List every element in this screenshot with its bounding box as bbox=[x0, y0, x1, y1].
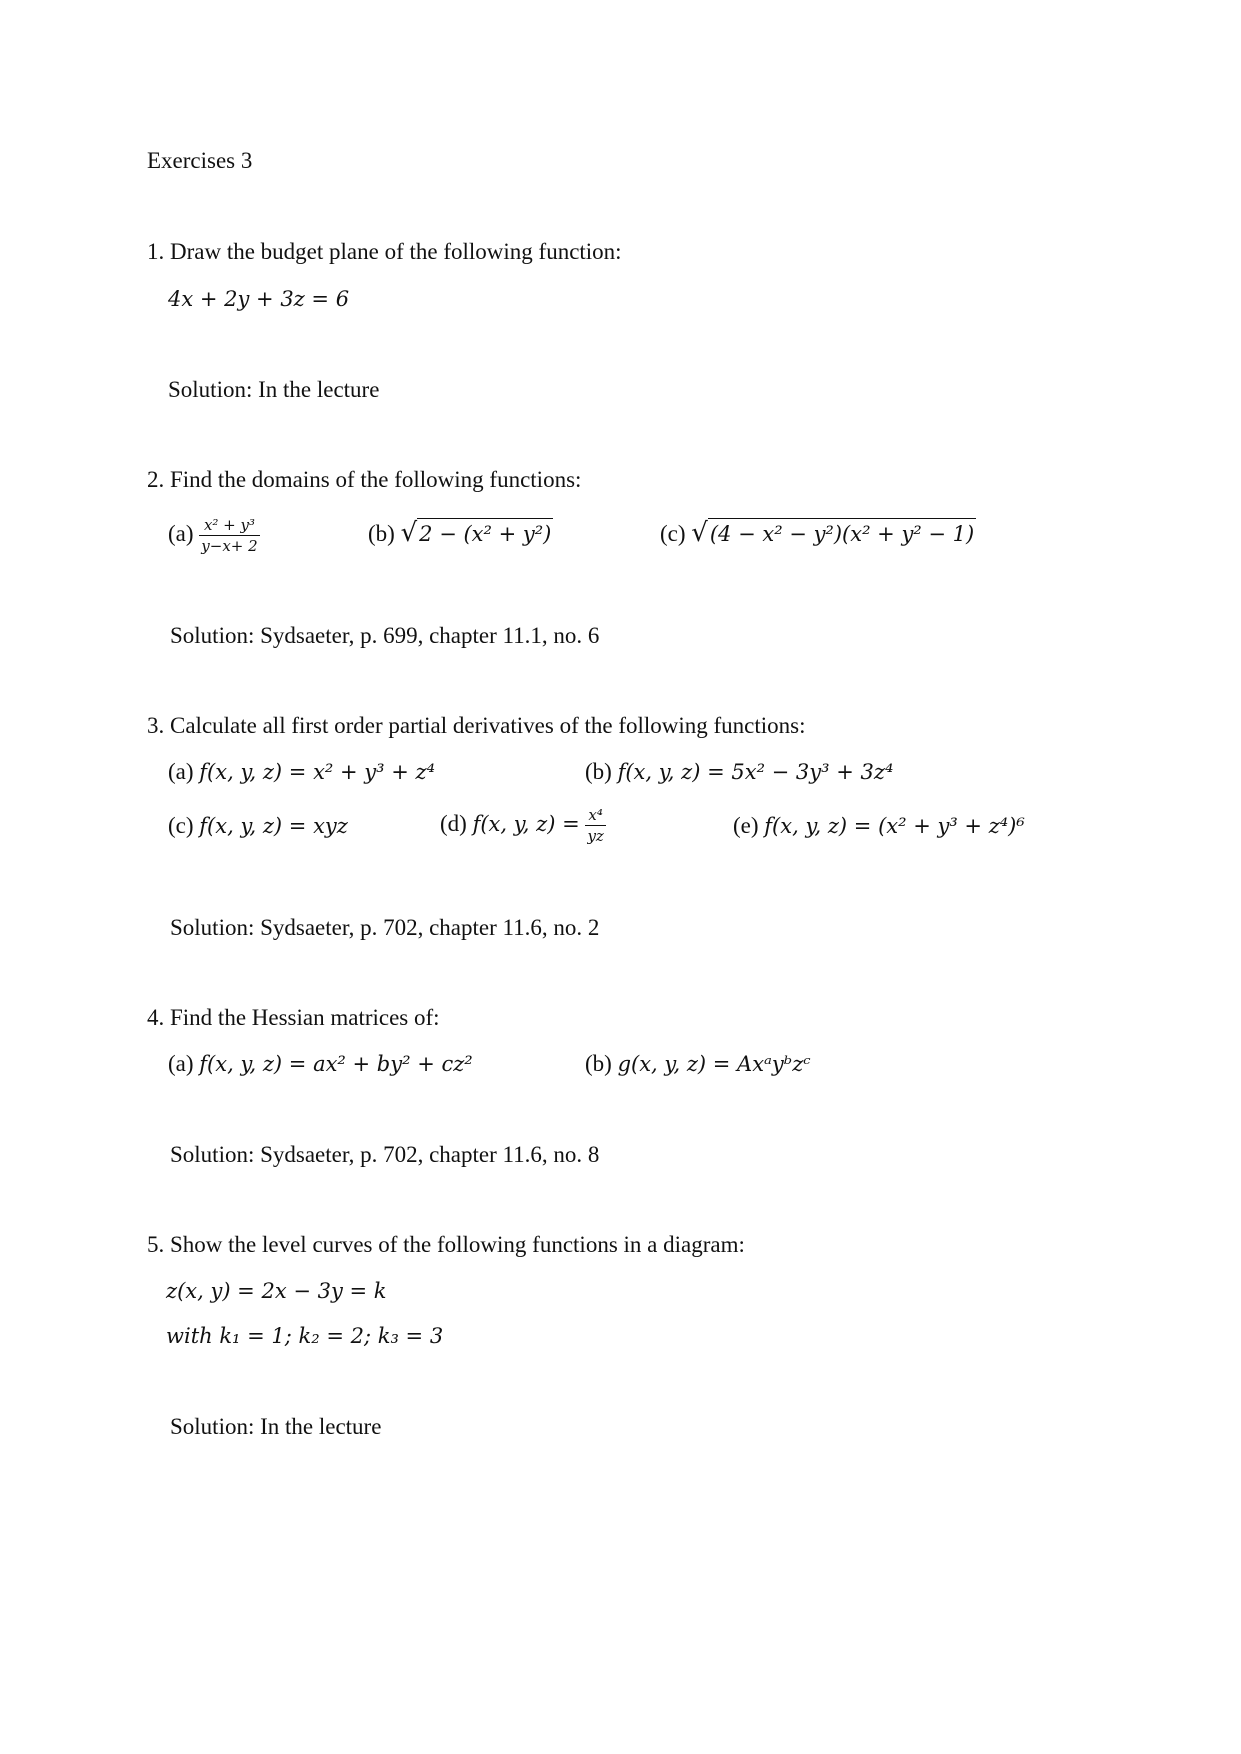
radical-sign-icon: √ bbox=[691, 518, 708, 548]
part-d-lhs: f(x, y, z) = bbox=[472, 812, 580, 836]
part-c-label: (c) bbox=[660, 521, 686, 546]
part-b-label: (b) bbox=[585, 759, 612, 784]
part-d-fraction bbox=[585, 805, 605, 846]
part-a-label: (a) bbox=[168, 759, 194, 784]
exercise-1-heading: 1. Draw the budget plane of the following function: bbox=[147, 239, 622, 264]
part-b-expression: g(x, y, z) = Axᵃyᵇzᶜ bbox=[617, 1052, 811, 1076]
part-b-label: (b) bbox=[585, 1051, 612, 1076]
part-b-expression: f(x, y, z) = 5x² − 3y³ + 3z⁴ bbox=[617, 760, 894, 784]
exercise-5-condition: with k₁ = 1; k₂ = 2; k₃ = 3 bbox=[166, 1324, 444, 1348]
exercise-4-solution: Solution: Sydsaeter, p. 702, chapter 11.6, no. 8 bbox=[170, 1142, 600, 1167]
fraction-numerator: x² + y³ bbox=[199, 515, 259, 536]
exercise-2-part-c bbox=[660, 518, 976, 548]
exercise-4-part-a bbox=[168, 1050, 473, 1078]
square-root bbox=[401, 518, 554, 548]
page-title: Exercises 3 bbox=[147, 148, 253, 173]
part-a-fraction bbox=[199, 515, 259, 556]
part-c-label: (c) bbox=[168, 813, 194, 838]
exercise-3-part-e bbox=[733, 812, 1025, 840]
radicand: 2 − (x² + y²) bbox=[417, 518, 553, 548]
part-a-expression: f(x, y, z) = x² + y³ + z⁴ bbox=[199, 760, 435, 784]
fraction-numerator: x⁴ bbox=[585, 805, 605, 826]
exercise-1-solution: Solution: In the lecture bbox=[168, 377, 380, 402]
exercise-3-part-b bbox=[585, 758, 893, 786]
exercise-2-heading: 2. Find the domains of the following functions: bbox=[147, 467, 582, 492]
part-e-expression: f(x, y, z) = (x² + y³ + z⁴)⁶ bbox=[764, 814, 1025, 838]
radical-sign-icon: √ bbox=[400, 518, 418, 548]
exercise-3-part-a bbox=[168, 758, 435, 786]
exercise-3-part-c bbox=[168, 812, 348, 840]
part-c-expression: f(x, y, z) = xyz bbox=[199, 814, 348, 838]
exercise-4-heading: 4. Find the Hessian matrices of: bbox=[147, 1005, 440, 1030]
exercise-5-heading: 5. Show the level curves of the following functions in a diagram: bbox=[147, 1232, 745, 1257]
part-e-label: (e) bbox=[733, 813, 759, 838]
exercise-4-part-b bbox=[585, 1050, 811, 1078]
exercise-3-part-d bbox=[440, 802, 606, 846]
exercise-3-heading: 3. Calculate all first order partial derivatives of the following functions: bbox=[147, 713, 806, 738]
exercise-5-solution: Solution: In the lecture bbox=[170, 1414, 382, 1439]
radicand: (4 − x² − y²)(x² + y² − 1) bbox=[708, 518, 976, 548]
exercise-2-part-a bbox=[168, 512, 260, 556]
exercise-5-equation: z(x, y) = 2x − 3y = k bbox=[166, 1279, 387, 1303]
exercise-3-solution: Solution: Sydsaeter, p. 702, chapter 11.6, no. 2 bbox=[170, 915, 600, 940]
exercise-2-solution: Solution: Sydsaeter, p. 699, chapter 11.1, no. 6 bbox=[170, 623, 600, 648]
part-b-label: (b) bbox=[368, 521, 395, 546]
part-a-label: (a) bbox=[168, 521, 194, 546]
fraction-denominator: yz bbox=[587, 827, 604, 846]
part-a-expression: f(x, y, z) = ax² + by² + cz² bbox=[199, 1052, 473, 1076]
square-root bbox=[691, 518, 976, 548]
exercise-1-equation: 4x + 2y + 3z = 6 bbox=[168, 287, 350, 311]
part-d-label: (d) bbox=[440, 811, 467, 836]
exercise-2-part-b bbox=[368, 518, 553, 548]
fraction-denominator: y−x+ 2 bbox=[201, 537, 258, 556]
part-a-label: (a) bbox=[168, 1051, 194, 1076]
